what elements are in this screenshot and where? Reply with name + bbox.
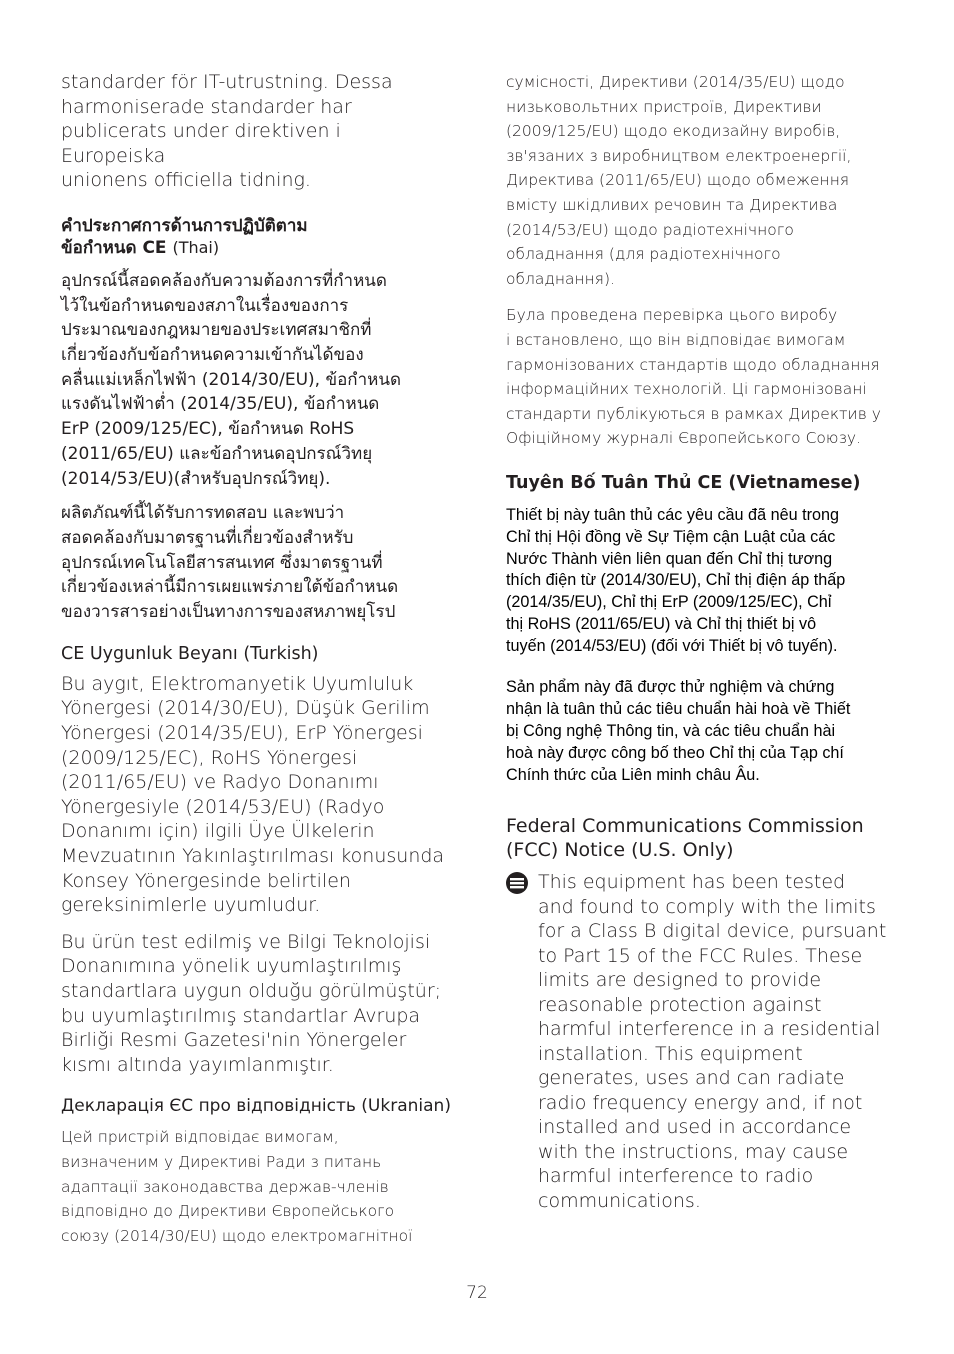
ukrainian-paragraph-1-continued: сумісності, Директиви (2014/35/EU) щодо низьковольтних пристроїв, Директиви (2009/125/EU) щодо екодизайну виробів, зв'язаних з виробництвом електроенергії, Директива (2011/65/EU) щодо обмеження вмісту шкідливих речовин та Директива (2014/53/EU) щодо радіотехнічного обладнання (для радіотехнічного обладнання). <box>506 73 852 288</box>
thai-paragraph-2: ผลิตภัณฑ์นี้ได้รับการทดสอบ และพบว่า สอดคล้องกับมาตรฐานที่เกี่ยวข้องสำหรับ อุปกรณ์เทคโนโลยีสารสนเทศ ซึ่งมาตรฐานที่ เกี่ยวข้องเหล่านี้มีการเผยแพร่ภายใต้ข้อกำหนด ของวารสารอย่างเป็นทางการของสหภาพยุโรป <box>61 503 399 623</box>
left-column <box>61 70 451 1248</box>
fcc-heading: Federal Communications Commission (FCC) Notice (U.S. Only) <box>506 815 864 862</box>
thai-heading-suffix: (Thai) <box>172 237 220 257</box>
vietnamese-paragraph-2: Sản phẩm này đã được thử nghiệm và chứng nhận là tuân thủ các tiêu chuẩn hài hoà về Thiết bị Công nghệ Thông tin, và các tiêu chuẩn hài hoà này được công bố theo Chỉ thị của Tạp chí Chính thức của Liên minh châu Âu. <box>506 678 851 784</box>
vietnamese-paragraph-1: Thiết bị này tuân thủ các yêu cầu đã nêu trong Chỉ thị Hội đồng về Sự Tiệm cận Luật của các Nước Thành viên liên quan đến Chỉ thị tương thích điện từ (2014/30/EU), Chỉ thị điện áp thấp (2014/35/EU), Chỉ thị ErP (2009/125/EC), Chỉ thị RoHS (2011/65/EU) và Chỉ thị thiết bị vô tuyến (2014/53/EU) (đối với Thiết bị vô tuyến). <box>506 505 846 655</box>
ukrainian-paragraph-1: Цей пристрій відповідає вимогам, визначеним у Директиві Ради з питань адаптації законодавства держав-членів відповідно до Директиви Європейського союзу (2014/30/EU) щодо електромагнітної <box>61 1128 413 1245</box>
fcc-note <box>506 870 896 1213</box>
note-icon <box>506 872 528 894</box>
swedish-tail-paragraph: standarder för IT-utrustning. Dessa harmoniserade standarder har publicerats under direktiven i Europeiska unionens officiella tidning. <box>61 71 393 192</box>
vietnamese-heading: Tuyên Bố Tuân Thủ CE (Vietnamese) <box>506 472 861 493</box>
page-number: 72 <box>466 1283 488 1303</box>
thai-heading-text: คำประกาศการด้านการปฏิบัติตาม ข้อกำหนด CE <box>61 215 308 258</box>
thai-heading <box>61 215 451 259</box>
turkish-paragraph-1: Bu aygıt, Elektromanyetik Uyumluluk Yönergesi (2014/30/EU), Düşük Gerilim Yönergesi (2014/35/EU), ErP Yönergesi (2009/125/EC), RoHS Yönergesi (2011/65/EU) ve Radyo Donanımı Yönergesiyle (2014/53/EU) (Radyo Donanımı için) ilgili Üye Ülkelerin Mevzuatının Yakınlaştırılması konusunda Konsey Yönergesinde belirtilen gereksinimlerle uyumludur. <box>61 672 445 917</box>
ukrainian-heading: Декларація ЄС про відповідність (Ukranian) <box>61 1096 451 1117</box>
thai-paragraph-1: อุปกรณ์นี้สอดคล้องกับความต้องการที่กำหนด ไว้ในข้อกำหนดของสภาในเรื่องของการ ประมาณของกฎหมายของประเทศสมาชิกที่ เกี่ยวข้องกับข้อกำหนดความเข้ากันได้ของ คลื่นแม่เหล็กไฟฟ้า (2014/30/EU), ข้อกำหนด แรงดันไฟฟ้าต่ำ (2014/35/EU), ข้อกำหนด ErP (2009/125/EC), ข้อกำหนด RoHS (2011/65/EU) และข้อกำหนดอุปกรณ์วิทยุ (2014/53/EU)(สำหรับอุปกรณ์วิทยุ). <box>61 270 402 489</box>
turkish-paragraph-2: Bu ürün test edilmiş ve Bilgi Teknolojisi Donanımına yönelik uyumlaştırılmış standartlara uygun olduğu görülmüştür; bu uyumlaştırılmış standartlar Avrupa Birliği Resmi Gazetesi'nin Yönergeler kısmı altında yayımlanmıştır. <box>61 930 442 1076</box>
ukrainian-paragraph-2: Була проведена перевірка цього виробу і встановлено, що він відповідає вимогам гармонізованих стандартів щодо обладнання інформаційних технологій. Ці гармонізовані стандарти публікуються в рамках Директив у Офіційному журналі Європейського Союзу. <box>506 306 881 448</box>
right-column <box>506 70 896 1213</box>
turkish-heading: CE Uygunluk Beyanı (Turkish) <box>61 643 319 664</box>
fcc-paragraph: This equipment has been tested and found to comply with the limits for a Class B digital device, pursuant to Part 15 of the FCC Rules. These limits are designed to provide reasonable protection against harmful interference in a residential installation. This equipment generates, uses and can radiate radio frequency energy and, if not installed and used in accordance with the instructions, may cause harmful interference to radio communications. <box>538 871 887 1212</box>
